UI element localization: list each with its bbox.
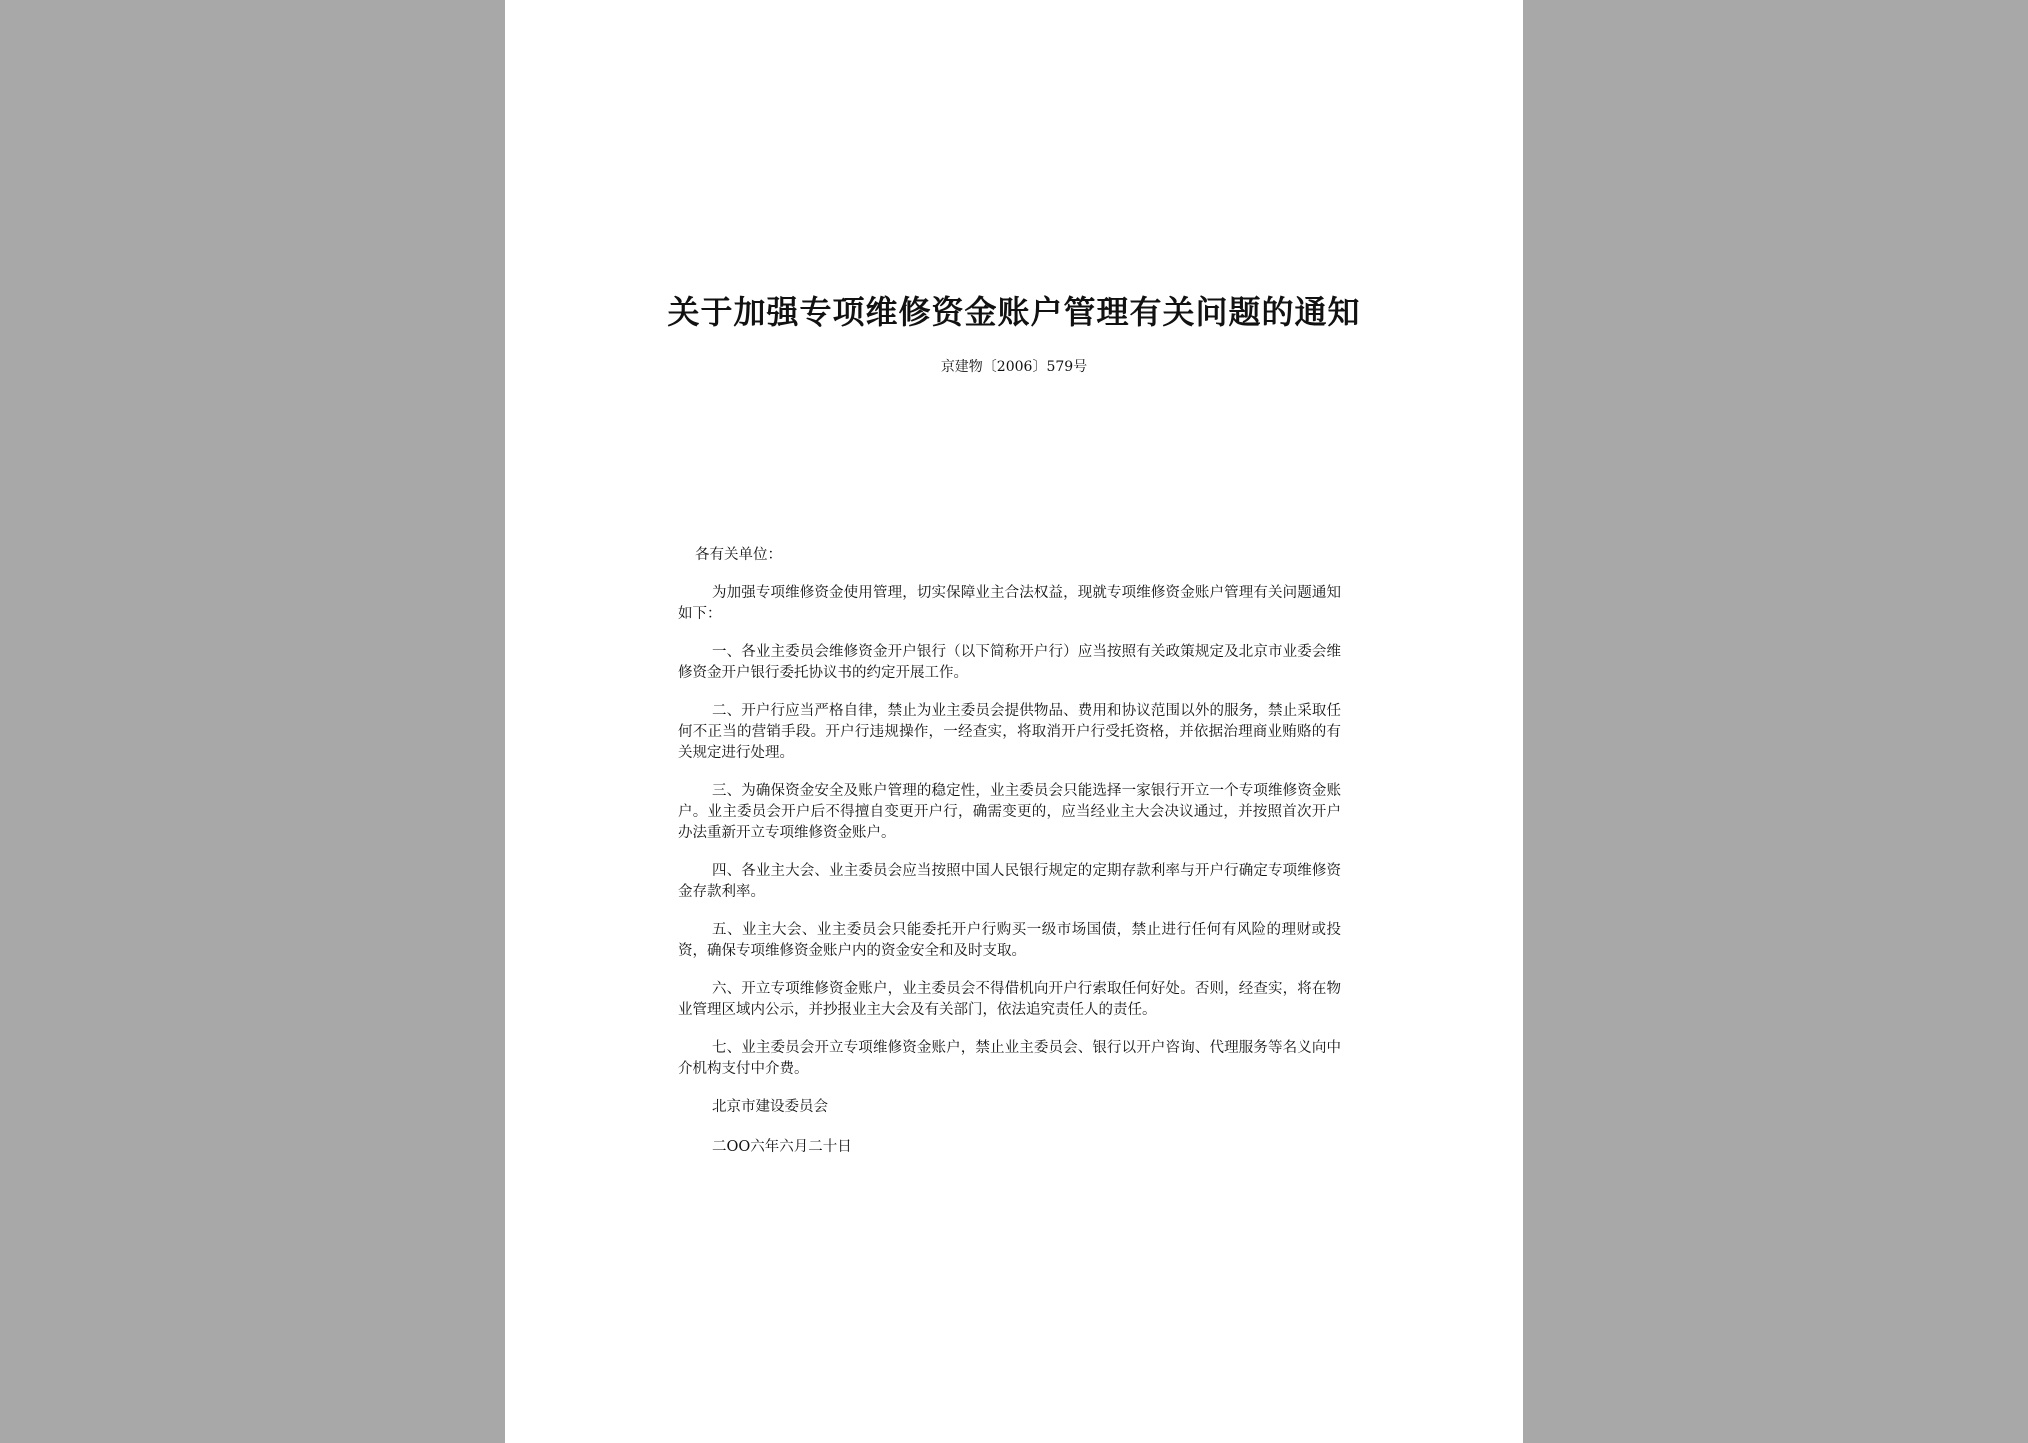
paragraph-item-5: 五、业主大会、业主委员会只能委托开户行购买一级市场国债，禁止进行任何有风险的理财或投资，确保专项维修资金账户内的资金安全和及时支取。: [678, 922, 1341, 959]
paragraph-item-6: 六、开立专项维修资金账户，业主委员会不得借机向开户行索取任何好处。否则，经查实，将在物业管理区域内公示，并抄报业主大会及有关部门，依法追究责任人的责任。: [678, 981, 1341, 1018]
paragraph-item-4: 四、各业主大会、业主委员会应当按照中国人民银行规定的定期存款利率与开户行确定专项维修资金存款利率。: [678, 863, 1341, 900]
paragraph-item-3: 三、为确保资金安全及账户管理的稳定性，业主委员会只能选择一家银行开立一个专项维修资金账户。业主委员会开户后不得擅自变更开户行，确需变更的，应当经业主大会决议通过，并按照首次开户办法重新开立专项维修资金账户。: [678, 783, 1341, 841]
document-number: 京建物〔2006〕579号: [940, 359, 1088, 375]
document-body: [678, 545, 1341, 1158]
paragraph-intro: 为加强专项维修资金使用管理，切实保障业主合法权益，现就专项维修资金账户管理有关问题通知如下：: [678, 585, 1341, 622]
issuer-signature: 北京市建设委员会: [712, 1099, 828, 1115]
paragraph-item-1: 一、各业主委员会维修资金开户银行（以下简称开户行）应当按照有关政策规定及北京市业委会维修资金开户银行委托协议书的约定开展工作。: [678, 644, 1341, 681]
salutation: 各有关单位：: [695, 547, 782, 563]
document-title: 关于加强专项维修资金账户管理有关问题的通知: [667, 293, 1361, 331]
paragraph-item-7: 七、业主委员会开立专项维修资金账户，禁止业主委员会、银行以开户咨询、代理服务等名义向中介机构支付中介费。: [678, 1040, 1341, 1077]
issue-date: 二OO六年六月二十日: [712, 1139, 852, 1155]
document-page: [505, 0, 1523, 1443]
paragraph-item-2: 二、开户行应当严格自律，禁止为业主委员会提供物品、费用和协议范围以外的服务，禁止采取任何不正当的营销手段。开户行违规操作，一经查实，将取消开户行受托资格，并依据治理商业贿赂的有关规定进行处理。: [678, 703, 1341, 761]
